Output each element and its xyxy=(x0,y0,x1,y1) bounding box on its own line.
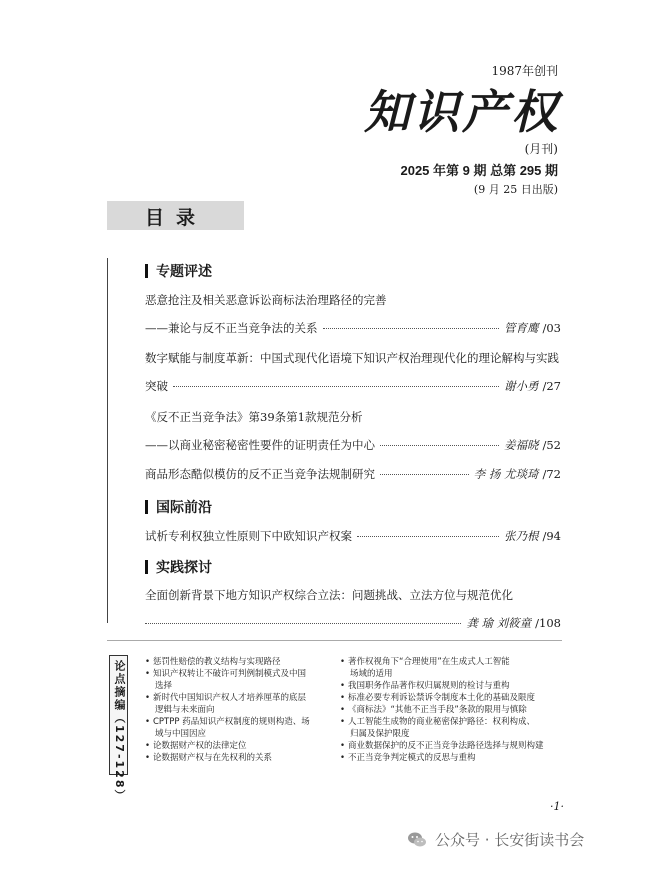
toc-bottom-rule xyxy=(107,640,562,641)
toc-entry[interactable] xyxy=(145,378,561,394)
entry-author: 谢小勇 xyxy=(503,379,539,393)
entry-title: ——兼论与反不正当竞争法的关系 xyxy=(145,321,318,335)
section-bar xyxy=(145,560,148,574)
entry-author: 龚 瑜 刘筱童 xyxy=(466,616,532,630)
toc-entry[interactable] xyxy=(145,350,561,366)
toc-entry[interactable] xyxy=(145,528,561,544)
entry-page: /52 xyxy=(542,438,561,452)
toc-entry[interactable] xyxy=(145,437,561,453)
entry-page: /94 xyxy=(542,529,561,543)
entry-page: /72 xyxy=(542,467,561,481)
toc-entry[interactable] xyxy=(145,587,561,603)
watermark xyxy=(407,829,584,850)
abstract-item[interactable]: • 论数据财产权的法律定位 xyxy=(145,741,247,751)
section-header xyxy=(145,261,212,281)
entry-title: ——以商业秘密秘密性要件的证明责任为中心 xyxy=(145,438,375,452)
issue-number: 2025 年第 9 期 总第 295 期 xyxy=(400,163,558,178)
watermark-text: 公众号 · 长安街读书会 xyxy=(435,831,585,849)
toc-entry[interactable] xyxy=(145,409,561,425)
abstracts-right-column xyxy=(340,656,565,764)
section-title: 国际前沿 xyxy=(156,500,212,516)
abstracts-label: 论点摘编（127-128） xyxy=(113,660,126,803)
abstract-item[interactable]: • 我国职务作品著作权归属规则的检讨与重构 xyxy=(340,681,510,691)
entry-page: /108 xyxy=(535,616,561,630)
entry-title: 《反不正当竞争法》第39条第1款规范分析 xyxy=(145,410,363,424)
toc-entry[interactable] xyxy=(145,466,561,482)
toc-left-rule xyxy=(107,258,108,623)
entry-title: 全面创新背景下地方知识产权综合立法：问题挑战、立法方位与规范优化 xyxy=(145,588,513,602)
leader-dots xyxy=(380,445,499,446)
abstract-item[interactable]: • 不正当竞争判定模式的反思与重构 xyxy=(340,753,476,763)
abstracts-left-column xyxy=(145,656,340,764)
toc-entry[interactable] xyxy=(145,292,561,308)
section-header xyxy=(145,557,212,577)
abstract-item[interactable]: • 商业数据保护的反不正当竞争法路径选择与规则构建 xyxy=(340,741,544,751)
frequency-label: (月刊) xyxy=(524,142,558,156)
section-title: 专题评述 xyxy=(156,264,212,280)
abstract-item[interactable]: • 惩罚性赔偿的教义结构与实现路径 xyxy=(145,657,281,667)
abstract-item[interactable]: • 论数据财产权与在先权利的关系 xyxy=(145,753,273,763)
entry-author: 李 扬 尤琰琦 xyxy=(473,467,539,481)
founded-year: 1987年创刊 xyxy=(491,64,558,78)
leader-dots xyxy=(323,328,499,329)
abstract-item[interactable]: • 著作权视角下“合理使用”在生成式人工智能 场域的适用 xyxy=(340,657,510,679)
abstract-item[interactable]: • 知识产权转让不破许可判例制模式及中国 选择 xyxy=(145,669,307,691)
section-bar xyxy=(145,264,148,278)
leader-dots xyxy=(173,386,499,387)
entry-title: 试析专利权独立性原则下中欧知识产权案 xyxy=(145,529,352,543)
section-bar xyxy=(145,500,148,514)
abstract-item[interactable]: • 人工智能生成物的商业秘密保护路径：权利构成、 归属及保护限度 xyxy=(340,717,536,739)
entry-page: /27 xyxy=(542,379,561,393)
entry-title: 数字赋能与制度革新：中国式现代化语境下知识产权治理现代化的理论解构与实践 xyxy=(145,351,559,365)
abstract-item[interactable]: • 新时代中国知识产权人才培养厘革的底层 逻辑与未来面向 xyxy=(145,693,307,715)
leader-dots xyxy=(380,474,469,475)
journal-title: 知识产权 xyxy=(364,85,560,139)
toc-entry[interactable] xyxy=(145,615,561,631)
entry-author: 管育鹰 xyxy=(503,321,539,335)
toc-entry[interactable] xyxy=(145,320,561,336)
entry-title: 恶意抢注及相关恶意诉讼商标法治理路径的完善 xyxy=(145,293,387,307)
page-number: ·1· xyxy=(550,800,564,813)
abstract-item[interactable]: • 标准必要专利诉讼禁诉令制度本土化的基础及限度 xyxy=(340,693,536,703)
entry-page: /03 xyxy=(542,321,561,335)
entry-title: 商品形态酷似模仿的反不正当竞争法规制研究 xyxy=(145,467,375,481)
entry-author: 张乃根 xyxy=(503,529,539,543)
toc-heading: 目录 xyxy=(145,207,208,229)
publication-date: (9 月 25 日出版) xyxy=(473,183,558,196)
section-title: 实践探讨 xyxy=(156,560,212,576)
section-header xyxy=(145,497,212,517)
leader-dots xyxy=(145,623,461,624)
wechat-icon xyxy=(407,830,427,850)
entry-author: 姜福晓 xyxy=(503,438,539,452)
leader-dots xyxy=(357,536,499,537)
entry-title: 突破 xyxy=(145,379,168,393)
abstract-item[interactable]: • CPTPP 药品知识产权制度的规则构造、场 域与中国因应 xyxy=(145,717,310,739)
abstract-item[interactable]: • 《商标法》“其他不正当手段”条款的限用与慎除 xyxy=(340,705,527,715)
